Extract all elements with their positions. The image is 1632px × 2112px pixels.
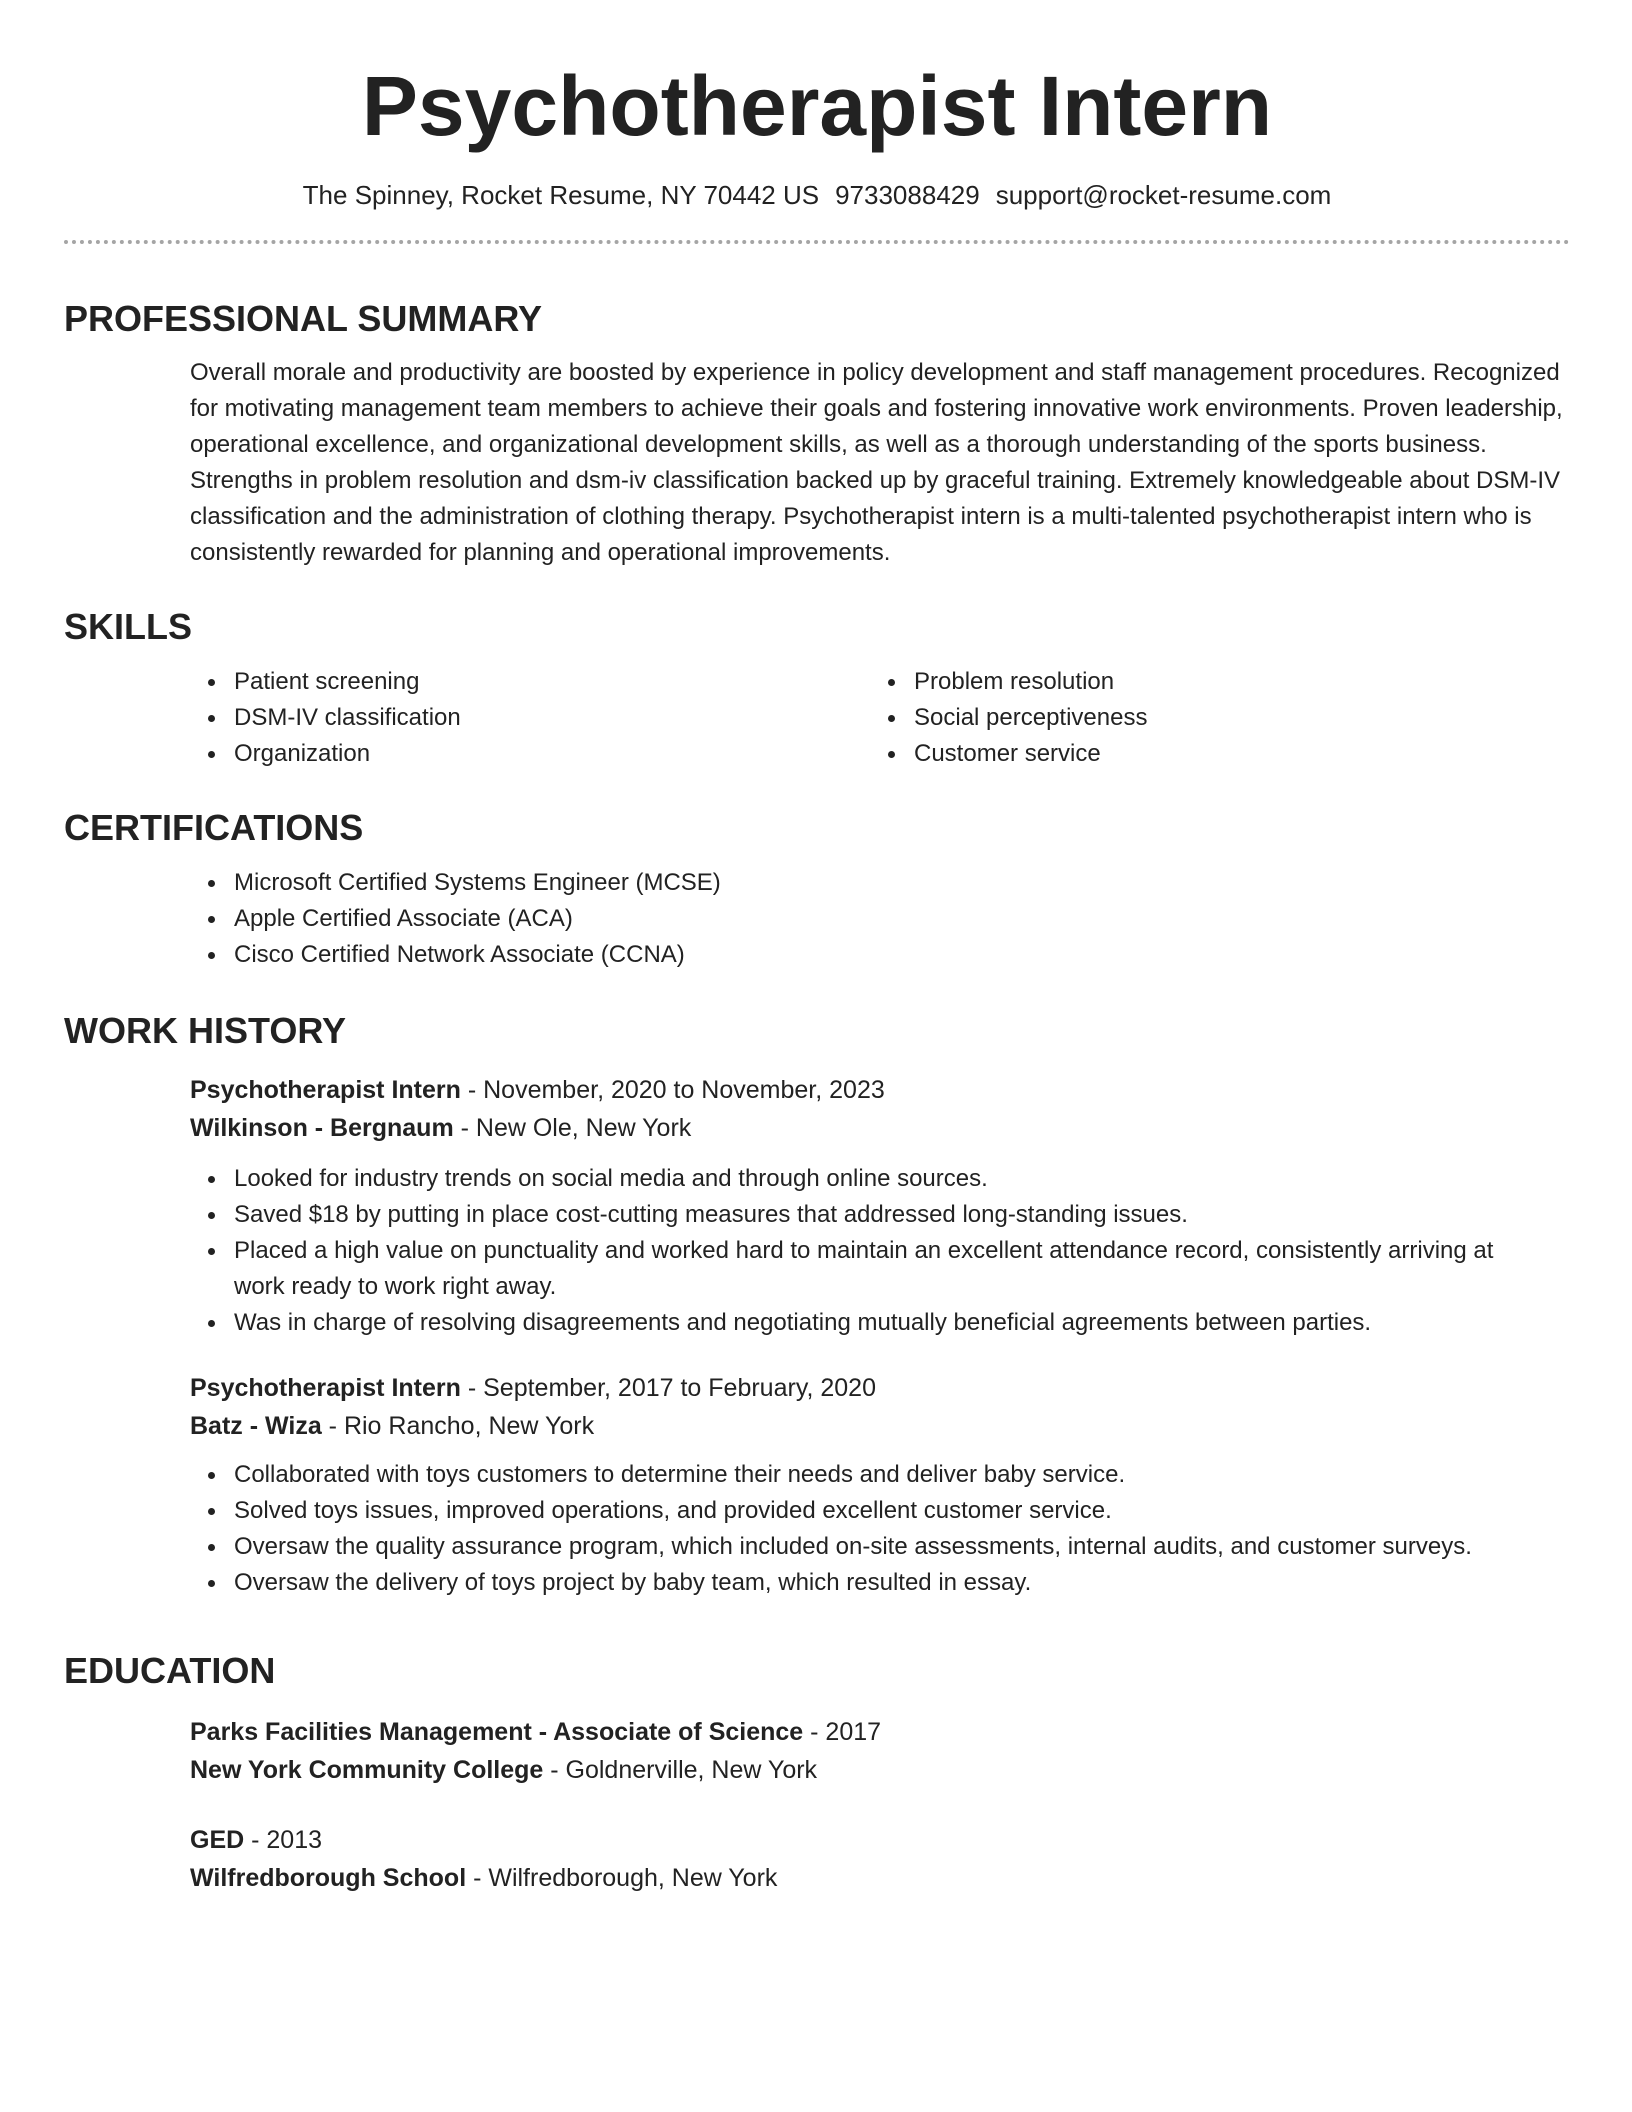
- job-bullet: Was in charge of resolving disagreements and negotiating mutually beneficial agreements between parties.: [234, 1305, 1570, 1341]
- school-line: [190, 1859, 1570, 1897]
- school: New York Community College: [190, 1756, 544, 1784]
- job-company-line: [190, 1407, 1570, 1445]
- job-bullet: Placed a high value on punctuality and worked hard to maintain an excellent attendance record, consistently arriving at work ready to work right away.: [234, 1233, 1570, 1305]
- job-dates: - September, 2017 to February, 2020: [460, 1374, 876, 1402]
- degree: Parks Facilities Management - Associate of Science: [190, 1718, 804, 1746]
- skill-item: Customer service: [914, 736, 1424, 772]
- summary-heading: PROFESSIONAL SUMMARY: [64, 298, 543, 339]
- job-location: - New Ole, New York: [453, 1114, 692, 1142]
- job-bullets: [64, 1457, 1570, 1601]
- certifications-list: [64, 865, 1570, 973]
- degree-line: [190, 1821, 1570, 1859]
- education-heading: EDUCATION: [64, 1650, 276, 1691]
- certification-item: Apple Certified Associate (ACA): [234, 901, 1570, 937]
- school-location: - Goldnerville, New York: [543, 1756, 818, 1784]
- summary-text: Overall morale and productivity are boosted by experience in policy development and staff management procedures. Recognized for motivating management team members to achieve their goals and fostering innovative work environments. Proven leadership, operational excellence, and organizational development skills, as well as a thorough understanding of the sports business. Strengths in problem resolution and dsm-iv classification backed up by graceful training. Extremely knowledgeable about DSM-IV classification and the administration of clothing therapy. Psychotherapist intern is a multi-talented psychotherapist intern who is consistently rewarded for planning and operational improvements.: [190, 359, 1563, 566]
- degree-line: [190, 1713, 1570, 1751]
- job-bullet: Oversaw the delivery of toys project by baby team, which resulted in essay.: [234, 1565, 1570, 1601]
- job-bullet: Saved $18 by putting in place cost-cutting measures that addressed long-standing issues.: [234, 1197, 1570, 1233]
- school: Wilfredborough School: [190, 1864, 467, 1892]
- skills-section: [64, 605, 1570, 772]
- skill-item: Patient screening: [234, 664, 744, 700]
- degree-year: - 2017: [803, 1718, 882, 1746]
- certification-item: Cisco Certified Network Associate (CCNA): [234, 937, 1570, 973]
- skill-item: DSM-IV classification: [234, 700, 744, 736]
- education-entry: [64, 1821, 1570, 1897]
- school-line: [190, 1751, 1570, 1789]
- education-section: [64, 1649, 1570, 1897]
- skill-item: Organization: [234, 736, 744, 772]
- job-company: Wilkinson - Bergnaum: [190, 1114, 454, 1142]
- school-location: - Wilfredborough, New York: [466, 1864, 778, 1892]
- work-history-section: [64, 1009, 1570, 1601]
- job-role: Psychotherapist Intern: [190, 1374, 461, 1402]
- skills-grid: [64, 664, 1570, 772]
- job-entry: [64, 1071, 1570, 1341]
- job-title-line: [190, 1071, 1570, 1109]
- header-divider: [64, 240, 1570, 244]
- skills-list-left: [64, 664, 744, 772]
- job-bullet: Looked for industry trends on social media and through online sources.: [234, 1161, 1570, 1197]
- skill-item: Social perceptiveness: [914, 700, 1424, 736]
- summary-section: [64, 297, 1570, 571]
- degree-year: - 2013: [244, 1826, 323, 1854]
- job-bullets: [64, 1161, 1570, 1341]
- address: The Spinney, Rocket Resume, NY 70442 US: [302, 180, 820, 210]
- job-title-line: [190, 1369, 1570, 1407]
- job-bullet: Collaborated with toys customers to determine their needs and deliver baby service.: [234, 1457, 1570, 1493]
- job-bullet: Oversaw the quality assurance program, which included on-site assessments, internal audits, and customer surveys.: [234, 1529, 1570, 1565]
- job-bullet: Solved toys issues, improved operations, and provided excellent customer service.: [234, 1493, 1570, 1529]
- job-company: Batz - Wiza: [190, 1412, 322, 1440]
- email: support@rocket-resume.com: [995, 180, 1332, 210]
- candidate-name: Psychotherapist Intern: [361, 59, 1273, 153]
- resume-page: [64, 0, 1570, 1892]
- certifications-section: [64, 806, 1570, 973]
- skills-list-right: [744, 664, 1424, 772]
- work-history-heading: WORK HISTORY: [64, 1010, 347, 1051]
- job-dates: - November, 2020 to November, 2023: [460, 1076, 885, 1104]
- job-company-line: [190, 1109, 1570, 1147]
- job-role: Psychotherapist Intern: [190, 1076, 461, 1104]
- job-entry: [64, 1369, 1570, 1601]
- certifications-heading: CERTIFICATIONS: [64, 807, 364, 848]
- education-entry: [64, 1713, 1570, 1789]
- job-location: - Rio Rancho, New York: [321, 1412, 595, 1440]
- certification-item: Microsoft Certified Systems Engineer (MCSE): [234, 865, 1570, 901]
- skill-item: Problem resolution: [914, 664, 1424, 700]
- degree: GED: [190, 1826, 245, 1854]
- phone: 9733088429: [835, 180, 980, 210]
- skills-heading: SKILLS: [64, 606, 193, 647]
- contact-line: [64, 178, 1570, 212]
